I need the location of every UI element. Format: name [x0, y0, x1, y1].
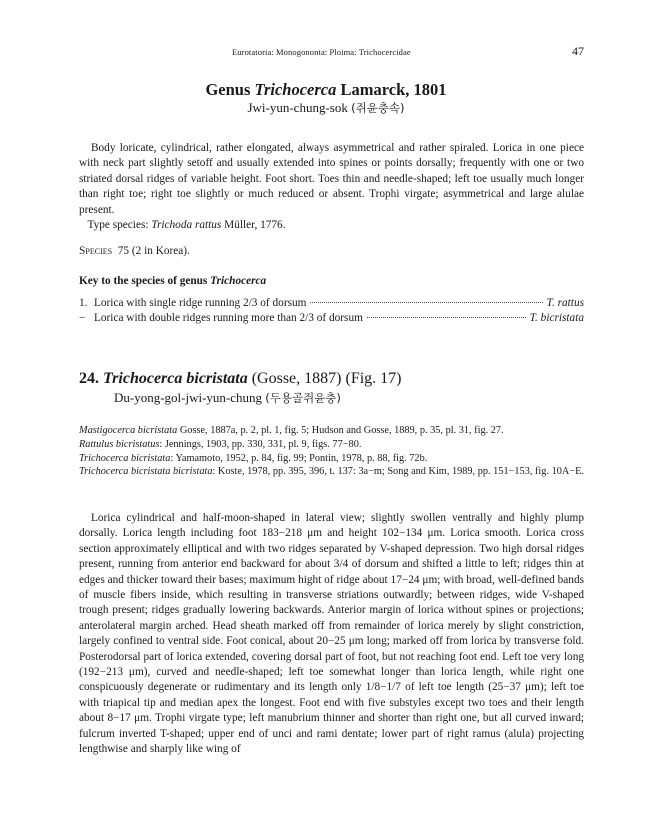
genus-prefix: Genus [205, 80, 255, 99]
genus-description [79, 141, 584, 233]
synonymy-list [79, 424, 584, 479]
species-description-text: Lorica cylindrical and half-moon-shaped in lateral view; slightly swollen ventrally and highly plump dorsally. Lorica length including foot 183−218 μm and height 102−134 μm. Lorica smooth. Lorica cross section approximately elliptical and with two ridges separated by V-shaped depression. Two high dorsal ridges present, running from anterior end backward for about 3/4 of dorsum and shifted a little to left; ridges thin at edges and thicker toward their bases; maximum hight of ridge about 17−24 μm; with broad, well-defined bands of muscle fibers inside, which resulting in transverse striations outwardly; between ridges, wide V-shaped trough present; ridges gradually lowering backwards. Anterior margin of lorica without spines or projections; anterolateral margin arched. Head sheath marked off from remainder of lorica merely by slight constriction, largely confined to ventral side. Foot conical, about 20−25 μm long; marked off from lorica by transverse fold. Posterodorsal part of lorica extended, covering dorsal part of foot, but not reaching foot end. Left toe very long (192−213 μm), curved and needle-shaped; left toe somewhat longer than lorica length, while right one conspicuously degenerate or rudimentary and its length only 1/8−1/7 of left toe length (25−37 μm); left toe with triapical tip and median apex the longest. Foot end with five substyles except two toes and their length about 8−17 μm. Trophi virgate type; left manubrium thinner and shorter than right one, but all curved inward; fulcrum inverted T-shaped; upper end of unci and rami dentate; lower part of right ramus (alula) projecting lengthwise and sharply like wing of [79, 512, 584, 756]
type-species-name: Trichoda rattus [151, 219, 222, 232]
genus-title [0, 80, 652, 100]
type-species [79, 218, 584, 233]
key-row [79, 297, 584, 312]
page-number: 47 [572, 44, 584, 58]
genus-korean-script: (쥐윤충속) [351, 101, 405, 115]
running-head: Eurotatoria: Monogononta: Ploima: Trichocercidae [232, 47, 411, 57]
synonymy-entry [79, 452, 584, 466]
species-description [79, 511, 584, 758]
species-count-label: Species [79, 245, 113, 257]
synonym-reference: : Yamamoto, 1952, p. 84, fig. 99; Pontin, 1978, p. 88, fig. 72b. [170, 452, 428, 464]
synonym-reference: Gosse, 1887a, p. 2, pl. 1, fig. 5; Hudson and Gosse, 1889, p. 35, pl. 31, fig. 27. [177, 425, 504, 436]
key-row [79, 312, 584, 327]
key-row-answer: T. rattus [546, 297, 584, 309]
key-title-genus: Trichocerca [210, 275, 267, 287]
synonym-reference: : Jennings, 1903, pp. 330, 331, pl. 9, figs. 77−80. [159, 438, 362, 450]
species-count-value: 75 (2 in Korea). [117, 245, 190, 257]
key-leader-dots [310, 301, 542, 303]
key-row-number: − [79, 312, 86, 324]
genus-korean-roman: Jwi-yun-chung-sok [247, 100, 352, 115]
species-number: 24. [79, 370, 99, 387]
type-species-label: Type species: [87, 219, 152, 232]
genus-korean-name [0, 100, 652, 116]
synonym-name: Rattulus bicristatus [79, 438, 160, 450]
species-korean-roman: Du-yong-gol-jwi-yun-chung [114, 390, 266, 405]
synonym-name: Trichocerca bicristata [79, 452, 171, 464]
species-count [79, 245, 190, 257]
key-row-text: Lorica with single ridge running 2/3 of dorsum [94, 297, 307, 309]
key-title [79, 275, 266, 287]
synonymy-entry [79, 438, 584, 452]
genus-author: Lamarck, 1801 [336, 80, 447, 99]
synonym-name: Trichocerca bicristata bicristata [79, 466, 213, 478]
synonym-reference: : Koste, 1978, pp. 395, 396, t. 137: 3a−m; Song and Kim, 1989, pp. 151−153, fig. 10A−E. [212, 466, 584, 478]
species-korean-name [114, 390, 341, 406]
type-species-author: Müller, 1776. [221, 219, 286, 232]
synonymy-entry [79, 465, 584, 479]
key-title-prefix: Key to the species of genus [79, 275, 211, 287]
species-title [79, 370, 401, 388]
species-name: Trichocerca bicristata [103, 370, 248, 387]
key-row-number: 1. [79, 297, 88, 309]
genus-name: Trichocerca [254, 80, 337, 99]
species-korean-script: (두용골쥐윤충) [265, 391, 341, 405]
genus-description-text: Body loricate, cylindrical, rather elongated, always asymmetrical and rather spiraled. Lorica in one piece with neck part slightly setoff and usually extended into spines or points dorsally; frequently with one or two striated dorsal ridges of variable height. Foot short. Toes thin and needle-shaped; left toe usually much longer than right toe; right toe slightly or much reduced or absent. Trophi virgate; asymmetrical and large alulae present. [79, 142, 584, 216]
synonym-name: Mastigocerca bicristata [79, 425, 178, 436]
key-row-answer: T. bicristata [529, 312, 584, 324]
key-leader-dots [367, 316, 526, 318]
species-author: (Gosse, 1887) (Fig. 17) [247, 370, 402, 387]
key-row-text: Lorica with double ridges running more than 2/3 of dorsum [94, 312, 363, 324]
synonymy-entry [79, 424, 584, 438]
